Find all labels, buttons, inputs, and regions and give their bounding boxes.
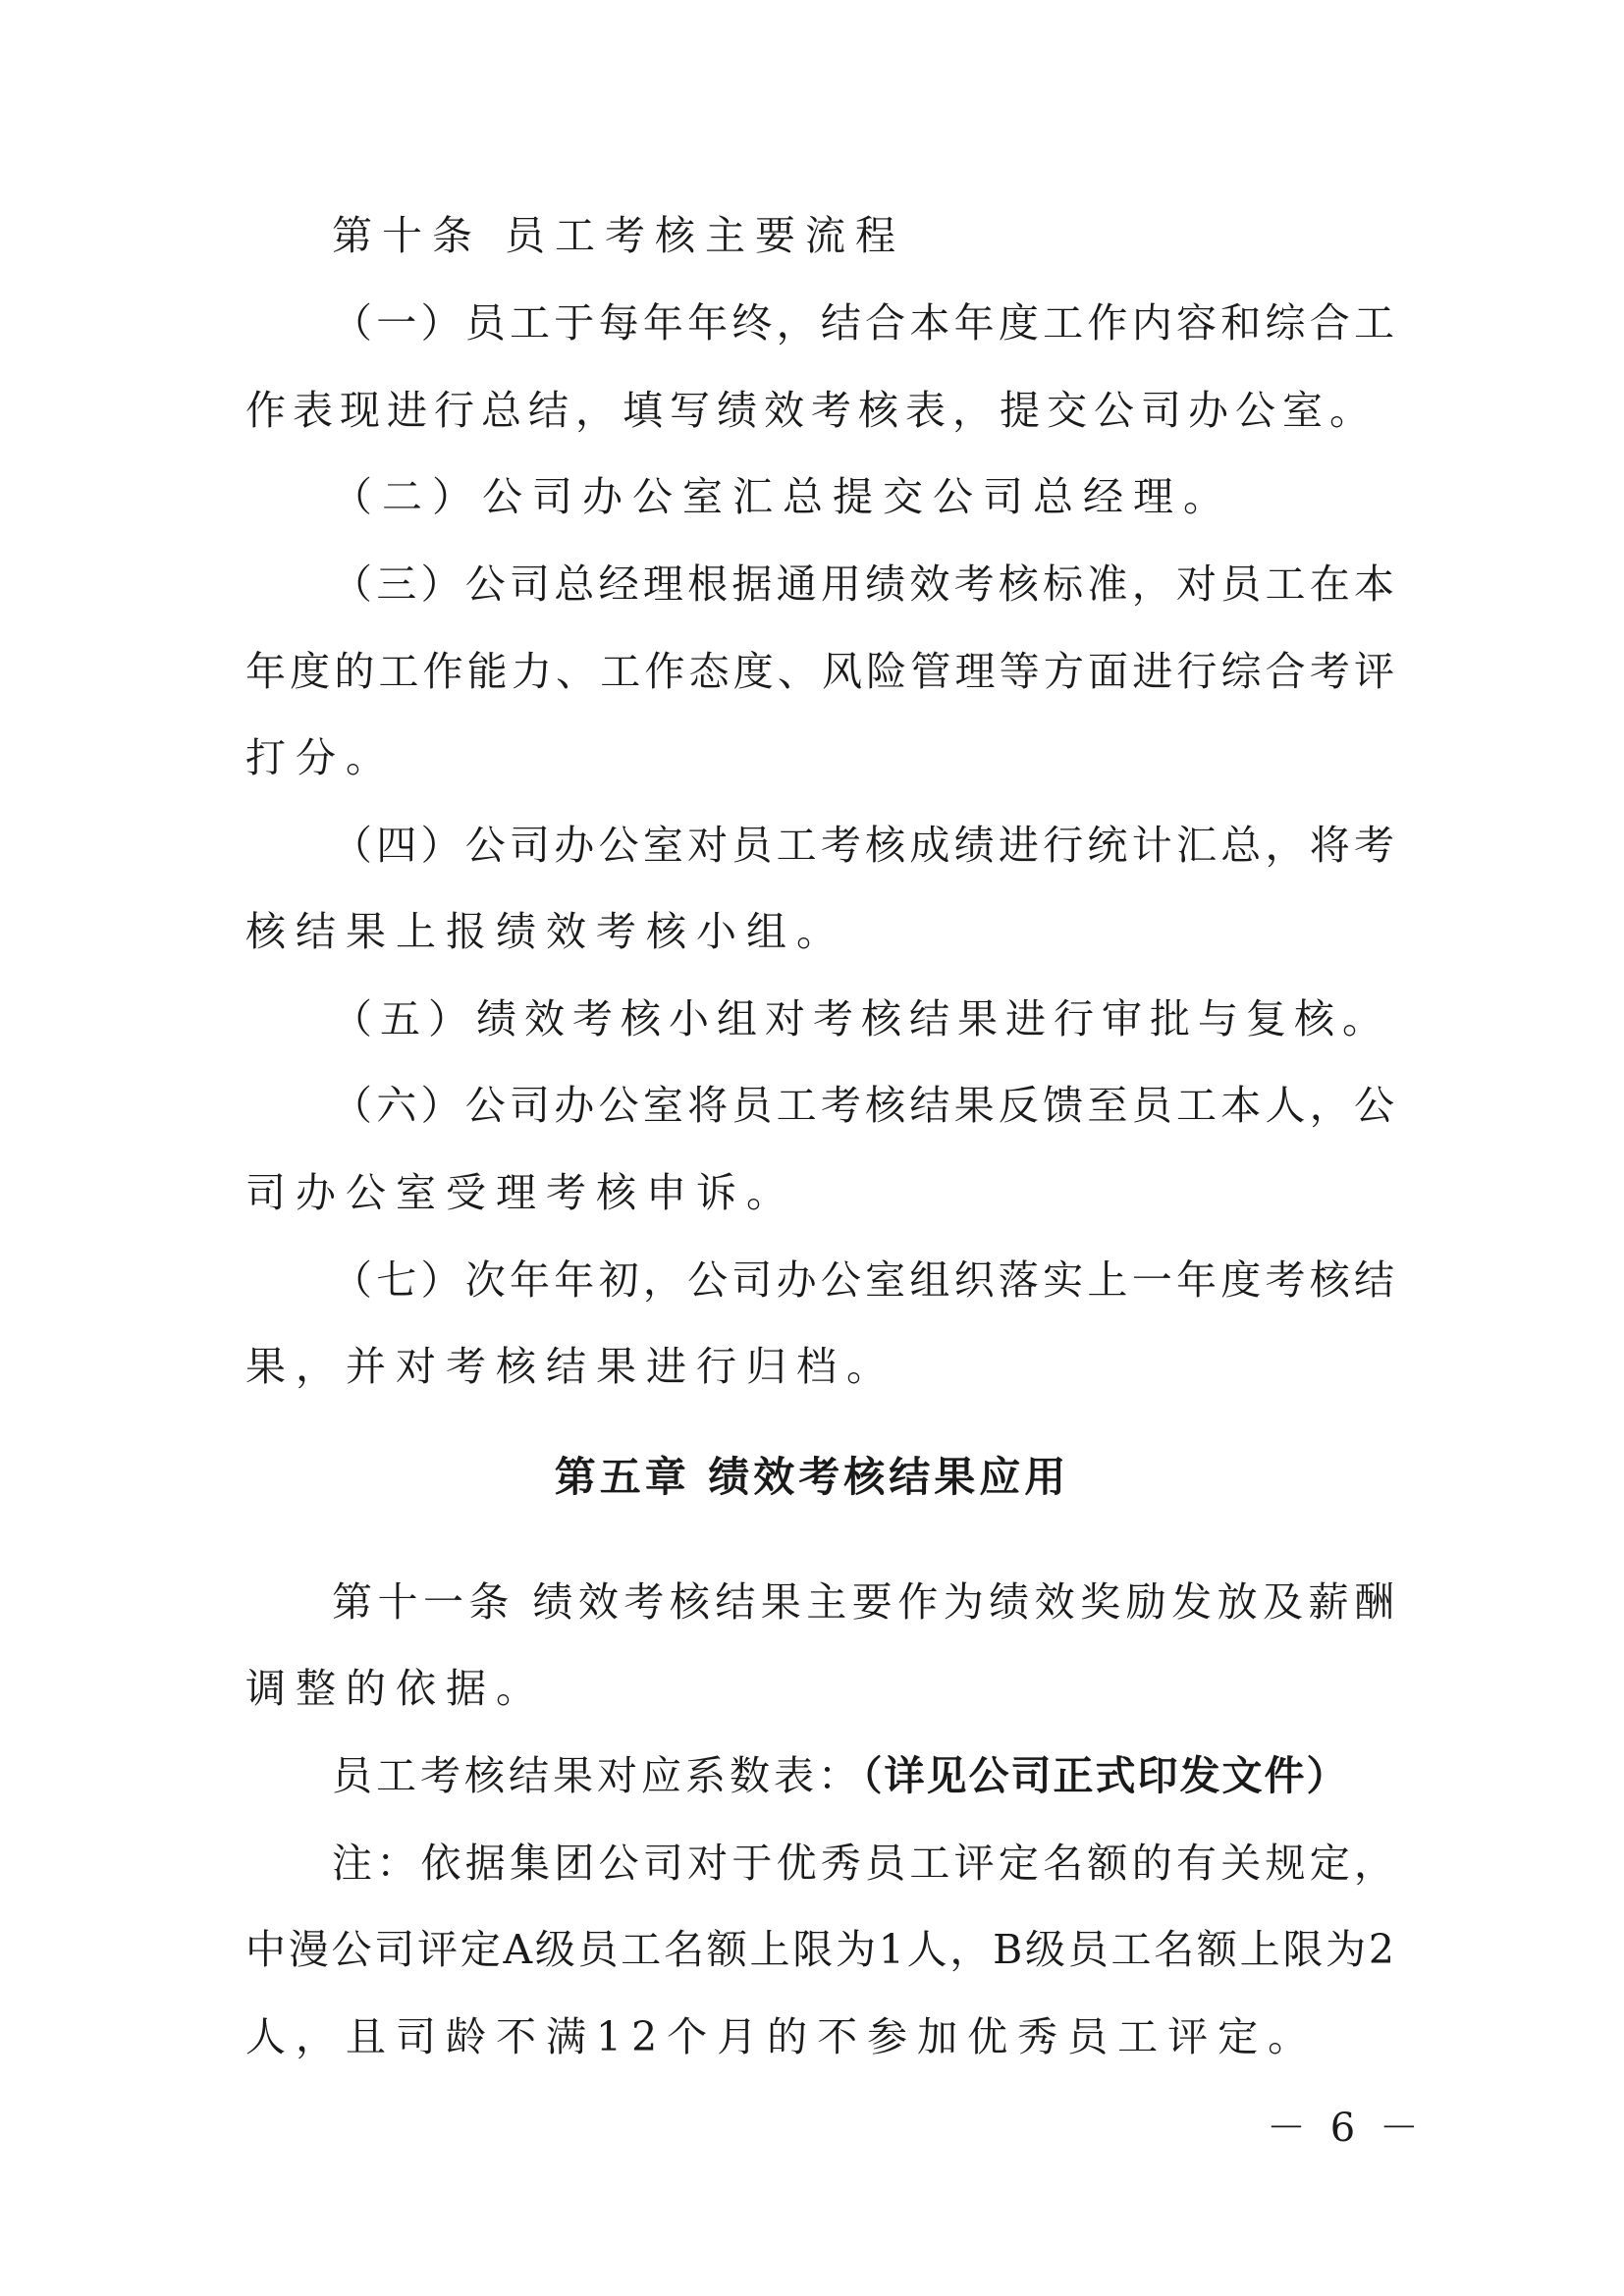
page-number: － 6 － [1267, 2106, 1425, 2151]
step-3-line-2: 年度的工作能力、工作态度、风险管理等方面进行综合考评 [245, 648, 1394, 695]
note-line-1: 注：依据集团公司对于优秀员工评定名额的有关规定， [332, 1840, 1394, 1887]
step-1-line-2: 作表现进行总结，填写绩效考核表，提交公司办公室。 [245, 387, 1377, 434]
coefficient-table-line [332, 1746, 1394, 1805]
step-6-line-2: 司办公室受理考核申诉。 [245, 1169, 796, 1216]
coefficient-table-label: 员工考核结果对应系数表： [332, 1752, 862, 1799]
note-line-3: 人，且司龄不满12个月的不参加优秀员工评定。 [245, 2013, 1319, 2060]
article-10-title: 第十条 员工考核主要流程 [332, 212, 906, 259]
coefficient-table-reference: （详见公司正式印发文件） [862, 1752, 1349, 1799]
step-1-line-1: （一）员工于每年年终，结合本年度工作内容和综合工 [332, 299, 1394, 347]
article-11-line-2: 调整的依据。 [245, 1665, 546, 1712]
step-4-line-2: 核结果上报绩效考核小组。 [245, 908, 846, 955]
chapter-5-heading: 第五章 绩效考核结果应用 [554, 1453, 1070, 1501]
step-3-line-1: （三）公司总经理根据通用绩效考核标准，对员工在本 [332, 561, 1394, 608]
article-11-line-1: 第十一条 绩效考核结果主要作为绩效奖励发放及薪酬 [332, 1578, 1394, 1626]
step-5: （五）绩效考核小组对考核结果进行审批与复核。 [332, 995, 1390, 1042]
step-6-line-1: （六）公司办公室将员工考核结果反馈至员工本人，公 [332, 1082, 1394, 1129]
step-4-line-1: （四）公司办公室对员工考核成绩进行统计汇总，将考 [332, 822, 1394, 869]
step-7-line-1: （七）次年年初，公司办公室组织落实上一年度考核结 [332, 1256, 1394, 1304]
note-line-2: 中漫公司评定A级员工名额上限为1人，B级员工名额上限为2 [245, 1926, 1394, 1973]
step-2: （二）公司办公室汇总提交公司总经理。 [332, 473, 1233, 520]
step-3-line-3: 打分。 [245, 734, 396, 781]
step-7-line-2: 果，并对考核结果进行归档。 [245, 1343, 896, 1390]
